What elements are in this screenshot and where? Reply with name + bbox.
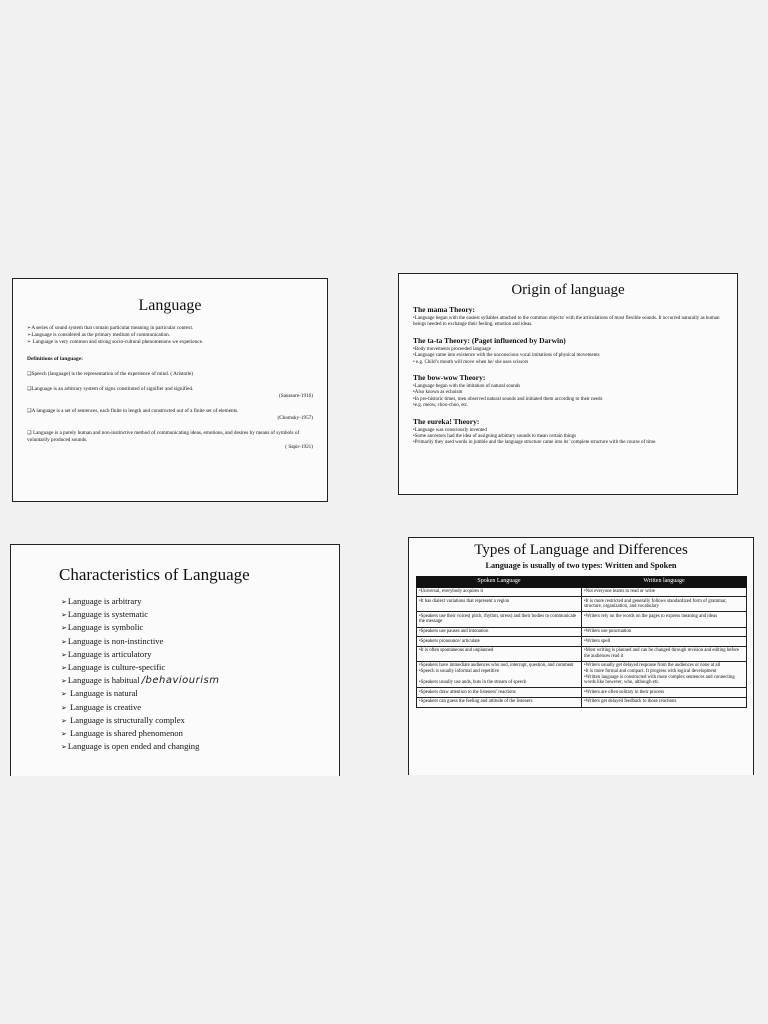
table-row	[417, 697, 747, 707]
definition-cite: ( Aristotle)	[170, 371, 193, 377]
spoken-cell: •Speakers use their voices( pitch, rhythm, stress) and their bodies to communicate the message	[417, 612, 582, 627]
slide-title: Characteristics of Language	[59, 565, 250, 584]
list-item: ➢ Language is structurally complex	[61, 714, 339, 727]
written-cell: •Writers use punctuation	[582, 627, 747, 637]
written-cell: •Writers are often solitary in their process	[582, 688, 747, 698]
slide-subtitle: Language is usually of two types: Written and Spoken	[485, 561, 677, 570]
list-item: ➢ Language is creative	[61, 701, 339, 714]
list-item: ➢ Language is systematic	[61, 608, 339, 621]
slide-characteristics	[10, 544, 340, 776]
bullet-item: ➢ Language is very common and strong socio-cultural phenomenons we experience.	[27, 339, 204, 345]
written-cell: •Writers spell	[582, 637, 747, 647]
spoken-cell: •Universal, everybody acquires it	[417, 587, 582, 597]
written-cell: •Not everyone learns to read or write	[582, 587, 747, 597]
list-item: ➢ Language is articulatory	[61, 648, 339, 661]
theory-line: •Also known as echoism	[413, 390, 463, 396]
list-item: ➢ Language is arbitrary	[61, 595, 339, 608]
definition-item	[27, 408, 313, 422]
spoken-cell: •Speakers pronounce/ articulate	[417, 637, 582, 647]
theory-line: •In pre-historic times, men observed natural sounds and initiated them according to their needs	[413, 396, 603, 402]
written-cell: •Most writing is planned and can be changed through revision and editing before the audiences read it	[582, 646, 747, 661]
spoken-cell: •Speakers have immediate audiences who nod, interrupt, question, and comment •Speech is usually informal and repetitive •Speakers usually use ands, buts in the stream of speech	[417, 661, 582, 687]
theory-line: •e.g. meow, choo-choo, etc.	[413, 403, 469, 409]
differences-table	[416, 576, 747, 708]
slide-types-of-language	[408, 537, 754, 775]
list-item: ➢ Language is natural	[61, 687, 339, 700]
column-header: Spoken Language	[417, 577, 582, 588]
theory-heading: The bow-wow Theory:	[413, 373, 486, 383]
list-item	[61, 674, 339, 687]
theory-section	[399, 305, 737, 329]
list-item: ➢ Language is open ended and changing	[61, 740, 339, 753]
theory-line: •Primarily they used words in jumble and the language structure came into its’ complete structure with the course of time.	[413, 440, 657, 446]
table-row	[417, 597, 747, 612]
theory-line: •Language began with the imitation of natural sounds	[413, 384, 521, 390]
bullet-list	[13, 325, 327, 451]
theory-section	[399, 336, 737, 366]
slide-title: Origin of language	[511, 282, 625, 298]
list-item: ➢ Language is shared phenomenon	[61, 727, 339, 740]
written-cell: •It is more restricted and generally follows standardized form of grammar, structure, organization, and vocabulary	[582, 597, 747, 612]
column-header: Written language	[582, 577, 747, 588]
definition-item	[27, 371, 313, 378]
written-cell: •Writers get delayed feedback to those reactions	[582, 697, 747, 707]
theory-heading: The ta-ta Theory: (Paget influenced by Darwin)	[413, 335, 566, 345]
list-item: ➢ Language is non-instinctive	[61, 635, 339, 648]
definition-cite: (Chomsky-1957)	[277, 415, 313, 421]
written-cell: •Writers rely on the words on the pages to express meaning and ideas	[582, 612, 747, 627]
slide-language	[12, 278, 328, 502]
definition-text: ❑A language is a set of sentences, each finite in length and constructed out of a finite set of elements.	[27, 408, 239, 414]
definition-item	[27, 430, 313, 451]
characteristics-list	[11, 595, 339, 753]
slide-title: Language	[138, 297, 202, 314]
theory-line: •Body movements proceeded language	[413, 346, 491, 352]
definition-text: ❑Speech (language) is the representation of the experience of mind.	[27, 371, 170, 377]
definition-item	[27, 386, 313, 400]
theory-line: •Language began with the easiest syllables attached to the common objects/ with the articulations of most flexible sounds. It occurred naturally as human beings needed to exchange their feeling, emotion and ideas.	[413, 316, 720, 328]
table-row	[417, 688, 747, 698]
bullet-item: ➢A series of sound system that contain particular meaning in particular context.	[27, 325, 194, 331]
theory-line: •Language was consciously invented	[413, 427, 487, 433]
theory-heading: The mama Theory:	[413, 305, 475, 314]
list-item-text: Language is habitual	[67, 675, 140, 686]
definition-cite: (Saussure-1916)	[279, 393, 313, 399]
definition-text: ❑Language is an arbitrary system of signs constituted of signifier and signified.	[27, 386, 194, 392]
slide-origin-of-language	[398, 273, 738, 495]
theory-heading: The eureka! Theory:	[413, 416, 480, 426]
list-item: ➢ Language is culture-specific	[61, 661, 339, 674]
definition-cite: ( Sapir-1921)	[285, 444, 313, 450]
table-header-row	[417, 577, 747, 588]
table-row	[417, 661, 747, 687]
table-body	[417, 587, 747, 707]
definition-text: ❑ Language is a purely human and non-instinctive method of communicating ideas, emotions, and desires by means of symbols of voluntarily produced sounds.	[27, 430, 300, 443]
spoken-cell: •Speakers use pauses and intonation	[417, 627, 582, 637]
theory-section	[399, 373, 737, 410]
table-row	[417, 587, 747, 597]
spoken-cell: •It has dialect variations that represent a region	[417, 597, 582, 612]
handwritten-note: /behaviourism	[141, 675, 220, 687]
list-item: ➢ Language is symbolic	[61, 621, 339, 634]
table-row	[417, 646, 747, 661]
bullet-item: ➢Language is considered as the primary medium of communication.	[27, 332, 171, 338]
theory-line: •Language came into existence with the unconscious vocal imitations of physical movements	[413, 353, 600, 359]
spoken-cell: •Speakers can guess the feeling and attitude of the listeners	[417, 697, 582, 707]
written-cell: •Writers usually get delayed response from the audiences or none at all •It is more formal and compact. It progress with logical development •Written language is constructed with more complex sentences and connecting words like however, who, although etc.	[582, 661, 747, 687]
slide-title: Types of Language and Differences	[474, 542, 688, 558]
table-row	[417, 627, 747, 637]
theory-line: •Some ancestors had the idea of assigning arbitrary sounds to mean certain things	[413, 434, 577, 440]
table-row	[417, 612, 747, 627]
theory-line: • e.g. Child’s mouth will move when he/ she uses scissors	[413, 359, 529, 365]
spoken-cell: •Speakers draw attention to the listeners’ reactions	[417, 688, 582, 698]
theory-section	[399, 417, 737, 447]
definitions-heading: Definitions of language:	[27, 356, 83, 362]
spoken-cell: •It is often spontaneous and unplanned	[417, 646, 582, 661]
table-row	[417, 637, 747, 647]
